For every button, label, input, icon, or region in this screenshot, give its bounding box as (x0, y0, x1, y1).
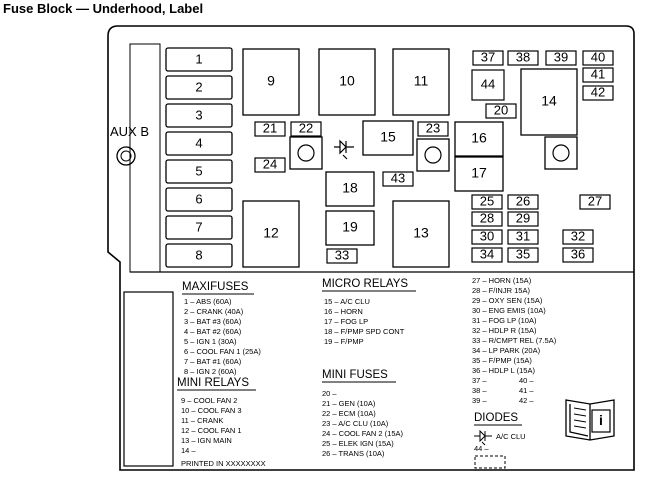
mini-relays-legend (177, 377, 266, 468)
page-title: Fuse Block — Underhood, Label (3, 1, 204, 16)
micro-relay-item: 18 – F/PMP SPD CONT (324, 327, 405, 336)
mini-relay-item: 13 – IGN MAIN (181, 436, 232, 445)
fuse-42-label: 42 (590, 84, 606, 100)
diode-item: 44 – (474, 444, 489, 453)
mini-fuse-item: 22 – ECM (10A) (322, 409, 376, 418)
maxifuse-item: 4 – BAT #2 (60A) (184, 327, 242, 336)
maxifuse-item: 2 – CRANK (40A) (184, 307, 244, 316)
relay-15-label: 15 (380, 128, 396, 145)
blank-fuse-item: 41 – (519, 386, 534, 395)
fuse-5-label: 5 (195, 163, 203, 179)
relay-11-label: 11 (413, 72, 429, 89)
maxifuses-heading: MAXIFUSES (182, 281, 249, 293)
fuse-34-label: 34 (479, 246, 495, 262)
micro-relay-item: 15 – A/C CLU (324, 297, 370, 306)
diode-slot-outline (475, 456, 505, 468)
relay-9-label: 9 (267, 72, 275, 89)
mini-fuse-item: 23 – A/C CLU (10A) (322, 419, 389, 428)
mini-fuses-heading: MINI FUSES (322, 369, 388, 381)
relay-16-label: 16 (471, 129, 487, 146)
relay-17-label: 17 (471, 164, 487, 181)
owner-manual-info-icon (566, 400, 614, 440)
fuse-31-label: 31 (515, 228, 531, 244)
maxifuse-column (166, 48, 232, 267)
svg-text:i: i (599, 412, 603, 428)
fuse-29-label: 29 (515, 210, 531, 226)
fuse-8-label: 8 (195, 247, 203, 263)
fuse-1-label: 1 (195, 51, 203, 67)
blank-fuse-item: 42 – (519, 396, 534, 405)
fuse-41-label: 41 (590, 66, 606, 82)
fuse-2-label: 2 (195, 79, 203, 95)
right-fuse-legend (472, 276, 557, 405)
fuse-43-label: 43 (390, 170, 406, 186)
maxifuse-item: 5 – IGN 1 (30A) (184, 337, 237, 346)
fuse-26-label: 26 (515, 193, 531, 209)
right-list-item: 36 – HDLP L (15A) (472, 366, 535, 375)
fuse-36-label: 36 (570, 246, 586, 262)
diode-item: A/C CLU (496, 432, 526, 441)
relay-10-label: 10 (339, 72, 355, 89)
micro-relay-item: 16 – HORN (324, 307, 363, 316)
right-list-item: 31 – FOG LP (10A) (472, 316, 537, 325)
fuse-32-label: 32 (570, 228, 586, 244)
mini-relay-item: 9 – COOL FAN 2 (181, 396, 238, 405)
fuse-33-label: 33 (334, 247, 350, 263)
diode-legend-icon (474, 431, 492, 445)
fuse-23-label: 23 (425, 120, 441, 136)
fuse-38-label: 38 (515, 49, 531, 65)
micro-relays-heading: MICRO RELAYS (322, 278, 409, 290)
relay-19-label: 19 (342, 218, 358, 235)
right-list-item: 32 – HDLP R (15A) (472, 326, 537, 335)
mini-fuses-legend (322, 369, 404, 458)
right-list-item: 28 – F/INJR 15A) (472, 286, 530, 295)
fuse-24-label: 24 (262, 156, 278, 172)
fuse-37-label: 37 (480, 49, 496, 65)
stud-terminal-middle (417, 139, 449, 171)
relay-13-label: 13 (413, 224, 429, 241)
maxifuse-item: 3 – BAT #3 (60A) (184, 317, 242, 326)
blank-fuse-item: 37 – (472, 376, 487, 385)
stud-terminal-right (545, 137, 577, 169)
mini-relay-item: 12 – COOL FAN 1 (181, 426, 242, 435)
mini-fuse-item: 20 – (322, 389, 337, 398)
maxifuses-legend (182, 281, 261, 376)
diode-symbol (334, 141, 354, 159)
micro-relay-item: 17 – FOG LP (324, 317, 369, 326)
fuse-7-label: 7 (195, 219, 203, 235)
blank-fuse-item: 39 – (472, 396, 487, 405)
relay-18-label: 18 (342, 179, 358, 196)
micro-relays-legend (322, 278, 416, 346)
mini-fuse-item: 25 – ELEK IGN (15A) (322, 439, 394, 448)
right-list-item: 33 – R/CMPT REL (7.5A) (472, 336, 557, 345)
aux-b-label: AUX B (110, 124, 150, 139)
fuse-3-label: 3 (195, 107, 203, 123)
fuse-40-label: 40 (590, 49, 606, 65)
maxifuse-item: 7 – BAT #1 (60A) (184, 357, 242, 366)
fuse-30-label: 30 (479, 228, 495, 244)
fuse-44-label: 44 (480, 76, 496, 92)
fuse-39-label: 39 (553, 49, 569, 65)
blank-fuse-item: 40 – (519, 376, 534, 385)
fuse-27-label: 27 (587, 193, 603, 209)
stud-terminal-left (290, 137, 322, 169)
fuse-25-label: 25 (479, 193, 495, 209)
mini-relay-item: 10 – COOL FAN 3 (181, 406, 242, 415)
fuse-6-label: 6 (195, 191, 203, 207)
mini-fuse-item: 26 – TRANS (10A) (322, 449, 385, 458)
fuse-28-label: 28 (479, 210, 495, 226)
maxifuse-item: 1 – ABS (60A) (184, 297, 232, 306)
mini-relays-heading: MINI RELAYS (177, 377, 249, 389)
legend-blank-box (124, 292, 173, 466)
maxifuse-item: 8 – IGN 2 (60A) (184, 367, 237, 376)
mini-relay-item: 14 – (181, 446, 196, 455)
blank-fuse-item: 38 – (472, 386, 487, 395)
aux-b-terminal (117, 147, 135, 165)
right-list-item: 27 – HORN (15A) (472, 276, 532, 285)
fuse-4-label: 4 (195, 135, 203, 151)
right-list-item: 35 – F/PMP (15A) (472, 356, 532, 365)
mini-relay-item: 11 – CRANK (181, 416, 224, 425)
printed-in-note: PRINTED IN XXXXXXXX (181, 459, 266, 468)
fuse-20-label: 20 (493, 102, 509, 118)
fuse-35-label: 35 (515, 246, 531, 262)
right-list-item: 34 – LP PARK (20A) (472, 346, 541, 355)
diodes-legend (474, 412, 526, 468)
right-list-item: 30 – ENG EMIS (10A) (472, 306, 546, 315)
relay-12-label: 12 (263, 224, 279, 241)
diodes-heading: DIODES (474, 412, 519, 424)
mini-fuse-item: 24 – COOL FAN 2 (15A) (322, 429, 404, 438)
relay-14-label: 14 (541, 92, 557, 109)
fuse-21-label: 21 (262, 120, 278, 136)
mini-fuse-item: 21 – GEN (10A) (322, 399, 376, 408)
maxifuse-item: 6 – COOL FAN 1 (25A) (184, 347, 261, 356)
right-list-item: 29 – OXY SEN (15A) (472, 296, 543, 305)
fuse-22-label: 22 (298, 120, 314, 136)
micro-relay-item: 19 – F/PMP (324, 337, 364, 346)
